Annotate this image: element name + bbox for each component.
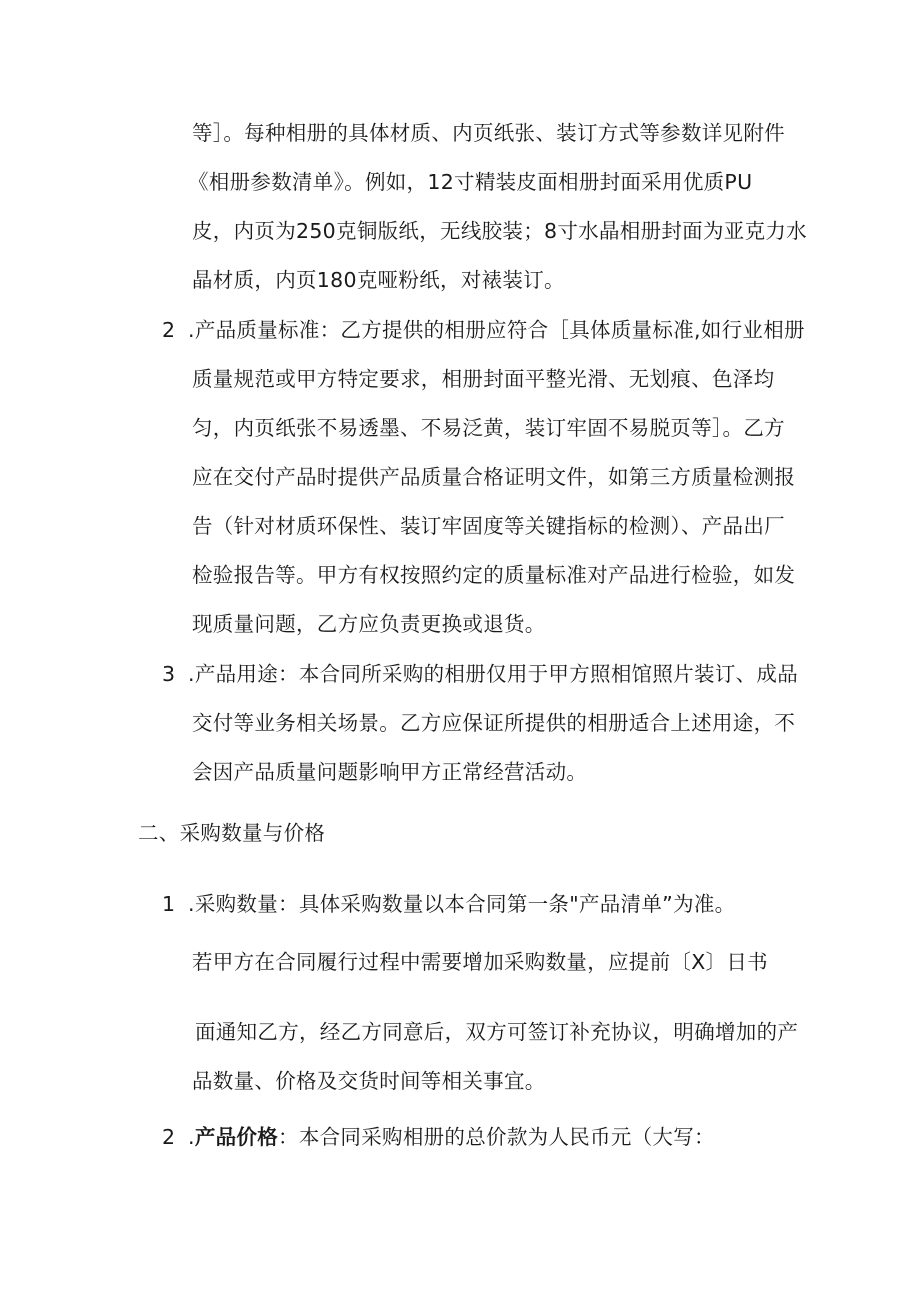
paragraph-line: 面通知乙方，经乙方同意后，双方可签订补充协议，明确增加的产 bbox=[195, 1020, 799, 1044]
paragraph-line: 告（针对材质环保性、装订牢固度等关键指标的检测）、产品出厂 bbox=[192, 514, 785, 538]
paragraph-line: 皮，内页为250克铜版纸，无线胶装；8寸水晶相册封面为亚克力水 bbox=[192, 219, 807, 243]
paragraph-line: 匀，内页纸张不易透墨、不易泛黄，装订牢固不易脱页等］。乙方 bbox=[192, 416, 785, 440]
item-number: 2 bbox=[162, 1125, 176, 1149]
paragraph-line: .产品用途：本合同所采购的相册仅用于甲方照相馆照片装订、成品 bbox=[188, 662, 799, 686]
price-text: ：本合同采购相册的总价款为人民币元（大写： bbox=[278, 1125, 715, 1149]
item-number: 2 bbox=[162, 318, 176, 342]
paragraph-line: .产品质量标准：乙方提供的相册应符合［具体质量标准,如行业相册 bbox=[188, 318, 805, 342]
paragraph-line: 等］。每种相册的具体材质、内页纸张、装订方式等参数详见附件 bbox=[192, 121, 785, 145]
paragraph-line: 品数量、价格及交货时间等相关事宜。 bbox=[192, 1069, 546, 1093]
paragraph-line: 若甲方在合同履行过程中需要增加采购数量，应提前〔X〕日书 bbox=[192, 950, 768, 974]
paragraph-line: .采购数量：具体采购数量以本合同第一条"产品清单”为准。 bbox=[188, 892, 736, 916]
paragraph-line: 应在交付产品时提供产品质量合格证明文件，如第三方质量检测报 bbox=[192, 465, 796, 489]
item-number: 3 bbox=[162, 662, 176, 686]
item-number: 1 bbox=[162, 892, 176, 916]
paragraph-line: 晶材质，内页180克哑粉纸，对裱装订。 bbox=[192, 268, 565, 292]
item-prefix: . bbox=[188, 1125, 195, 1149]
paragraph-line: 会因产品质量问题影响甲方正常经营活动。 bbox=[192, 760, 588, 784]
paragraph-line: 交付等业务相关场景。乙方应保证所提供的相册适合上述用途，不 bbox=[192, 711, 796, 735]
paragraph-line: 《相册参数清单》。例如，12寸精装皮面相册封面采用优质PU bbox=[188, 170, 753, 194]
bold-label: 产品价格 bbox=[194, 1125, 279, 1149]
paragraph-line: 质量规范或甲方特定要求，相册封面平整光滑、无划痕、色泽均 bbox=[192, 367, 775, 391]
paragraph-line: 检验报告等。甲方有权按照约定的质量标准对产品进行检验，如发 bbox=[192, 563, 796, 587]
price-line bbox=[188, 1122, 715, 1152]
paragraph-line: 现质量问题，乙方应负责更换或退货。 bbox=[192, 612, 546, 636]
section-heading: 二、采购数量与价格 bbox=[138, 821, 326, 845]
